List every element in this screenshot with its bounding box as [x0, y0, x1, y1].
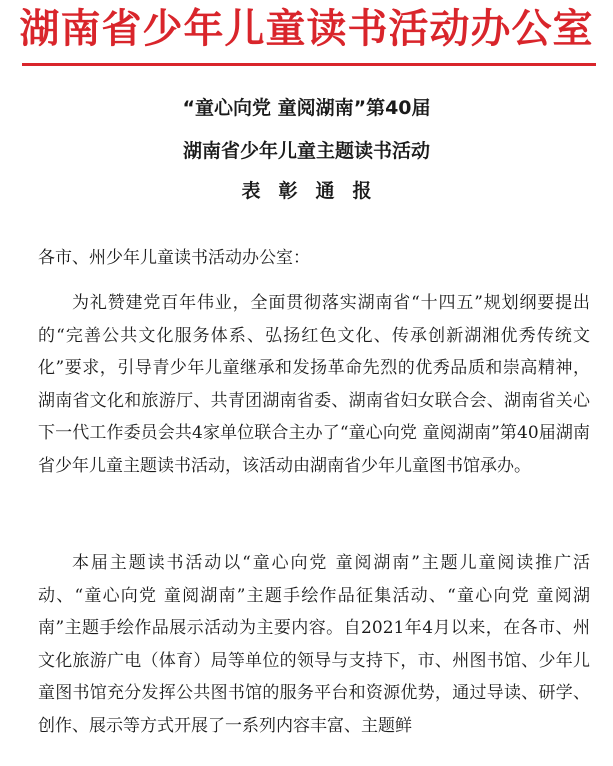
body-paragraph-2: 本届主题读书活动以“童心向党 童阅湖南”主题儿童阅读推广活动、“童心向党 童阅湖南”主题手绘作品征集活动、“童心向党 童阅湖南”主题手绘作品展示活动为主要内容。自2021年4月以来，在各市、州文化旅游广电（体育）局等单位的领导与支持下，市、州图书馆、少年儿童图书馆充分发挥公共图书馆的服务平台和资源优势，通过导读、研学、创作、展示等方式开展了一系列内容丰富、主题鲜	[38, 553, 590, 736]
document-title-line-2: 湖南省少年儿童主题读书活动	[182, 140, 430, 162]
letterhead-red-rule	[22, 63, 596, 66]
document-title-line-1: “童心向党 童阅湖南”第40届	[182, 97, 431, 119]
salutation: 各市、州少年儿童读书活动办公室：	[38, 248, 310, 268]
body-paragraph-1: 为礼赞建党百年伟业，全面贯彻落实湖南省“十四五”规划纲要提出的“完善公共文化服务体系、弘扬红色文化、传承创新湖湘优秀传统文化”要求，引导青少年儿童继承和发扬革命先烈的优秀品质和崇高精神，湖南省文化和旅游厅、共青团湖南省委、湖南省妇女联合会、湖南省关心下一代工作委员会共4家单位联合主办了“童心向党 童阅湖南”第40届湖南省少年儿童主题读书活动，该活动由湖南省少年儿童图书馆承办。	[38, 293, 590, 476]
document-title-line-3: 表彰通报	[241, 180, 390, 202]
letterhead-org-name: 湖南省少年儿童读书活动办公室	[19, 6, 594, 52]
